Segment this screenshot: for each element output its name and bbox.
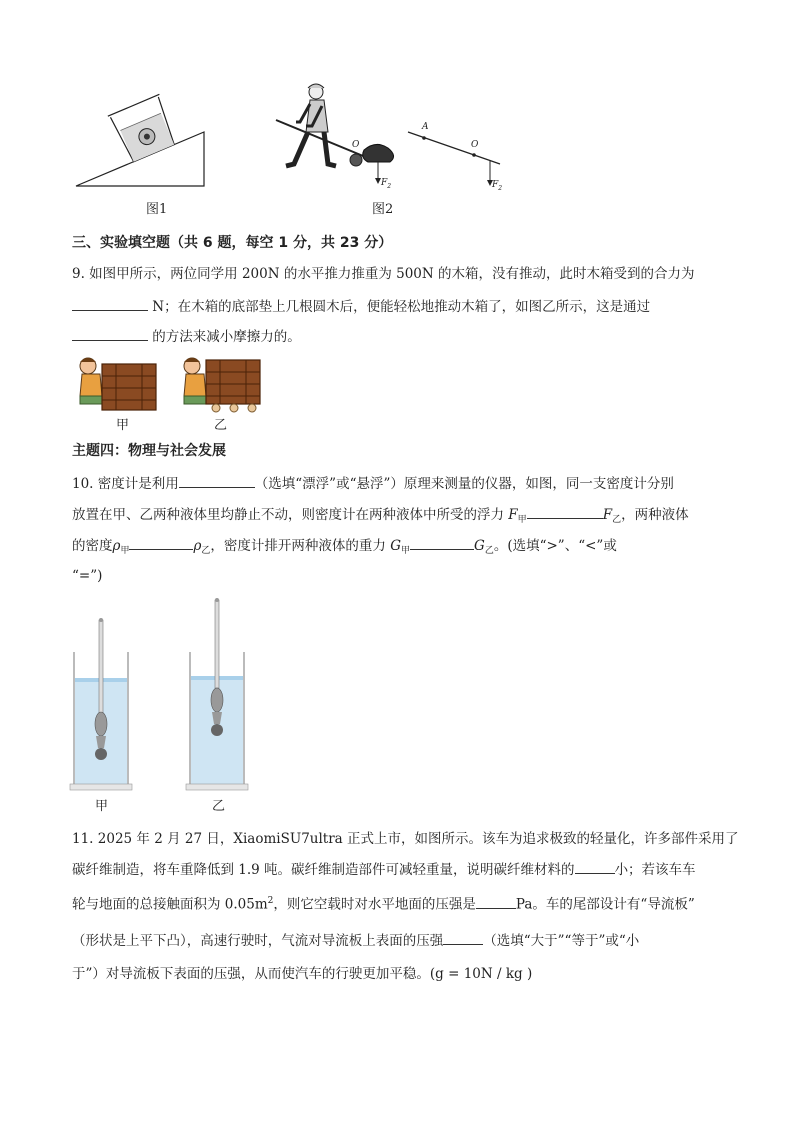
section-3-heading: 三、实验填空题（共 6 题，每空 1 分，共 23 分）	[72, 235, 393, 251]
q10-line-4: “=”)	[72, 568, 103, 584]
q10-figure-jia-hydrometer	[70, 612, 132, 792]
q9-line-1: 9. 如图甲所示，两位同学用 200N 的水平推力推重为 500N 的木箱，没有推动，此时木箱受到的合力为	[72, 266, 695, 282]
theme-4-heading: 主题四：物理与社会发展	[72, 443, 226, 459]
q11-line-3: 轮与地面的总接触面积为 $0.05m^2$，则它空载时对水平地面的压强是 Pa。车的尾部设计有“导流板”	[72, 891, 695, 915]
q11-blank-3[interactable]	[443, 930, 483, 945]
q9-figure-jia-crate-push	[72, 352, 158, 414]
q10-caption-yi: 乙	[212, 799, 226, 814]
q10-figure-yi-hydrometer	[186, 596, 248, 792]
q10-line-3: 的密度$\rho_甲$ $\rho_乙$，密度计排开两种液体的重力 $G_甲$ $G_乙$。(选填“>”、“<”或	[72, 535, 617, 561]
q11-blank-1[interactable]	[575, 859, 615, 874]
q11-line-2: 碳纤维制造，将车重降低到 1.9 吨。碳纤维制造部件可减轻重量，说明碳纤维材料的 小；若该车车	[72, 859, 696, 880]
lever-o-label: O	[352, 140, 360, 150]
q9-blank-2[interactable]	[72, 326, 148, 341]
q11-line-4: （形状是上平下凸），高速行驶时，气流对导流板上表面的压强 （选填“大于”“等于”或“小	[72, 930, 639, 951]
q9-caption-jia: 甲	[116, 418, 130, 433]
schematic-f2-label: $F_2$	[492, 180, 503, 192]
figure-2-caption: 图2	[372, 202, 394, 217]
schematic-a-label: A	[422, 122, 429, 132]
q11-line-1: 11. 2025 年 2 月 27 日，XiaomiSU7ultra 正式上市，如图所示。该车为追求极致的轻量化，许多部件采用了	[72, 831, 739, 847]
figure-1-incline-beaker	[72, 92, 212, 192]
q10-blank-2[interactable]	[527, 504, 603, 519]
q9-caption-yi: 乙	[214, 418, 228, 433]
q10-blank-3[interactable]	[129, 535, 193, 550]
q11-line-5: 于”）对导流板下表面的压强，从而使汽车的行驶更加平稳。(g = 10N / kg )	[72, 966, 533, 982]
q10-caption-jia: 甲	[95, 799, 109, 814]
schematic-o-label: O	[471, 140, 479, 150]
q10-line-2: 放置在甲、乙两种液体里均静止不动，则密度计在两种液体中所受的浮力 $F_甲$ $F_乙$，两种液体	[72, 504, 689, 530]
lever-f2-label: $F_2$	[381, 178, 392, 190]
q10-blank-4[interactable]	[410, 535, 474, 550]
q10-line-1: 10. 密度计是利用 （选填“漂浮”或“悬浮”）原理来测量的仪器，如图，同一支密度计分别	[72, 473, 674, 494]
q9-figure-yi-crate-rollers	[176, 352, 262, 414]
q9-line-2: N；在木箱的底部垫上几根圆木后，便能轻松地推动木箱了，如图乙所示，这是通过	[72, 296, 650, 317]
figure-2-worker-lever	[272, 80, 402, 190]
figure-1-caption: 图1	[146, 202, 168, 217]
q9-line-3: 的方法来减小摩擦力的。	[72, 326, 301, 347]
q11-blank-2[interactable]	[476, 894, 516, 909]
q9-blank-1[interactable]	[72, 296, 148, 311]
q10-blank-1[interactable]	[179, 473, 255, 488]
